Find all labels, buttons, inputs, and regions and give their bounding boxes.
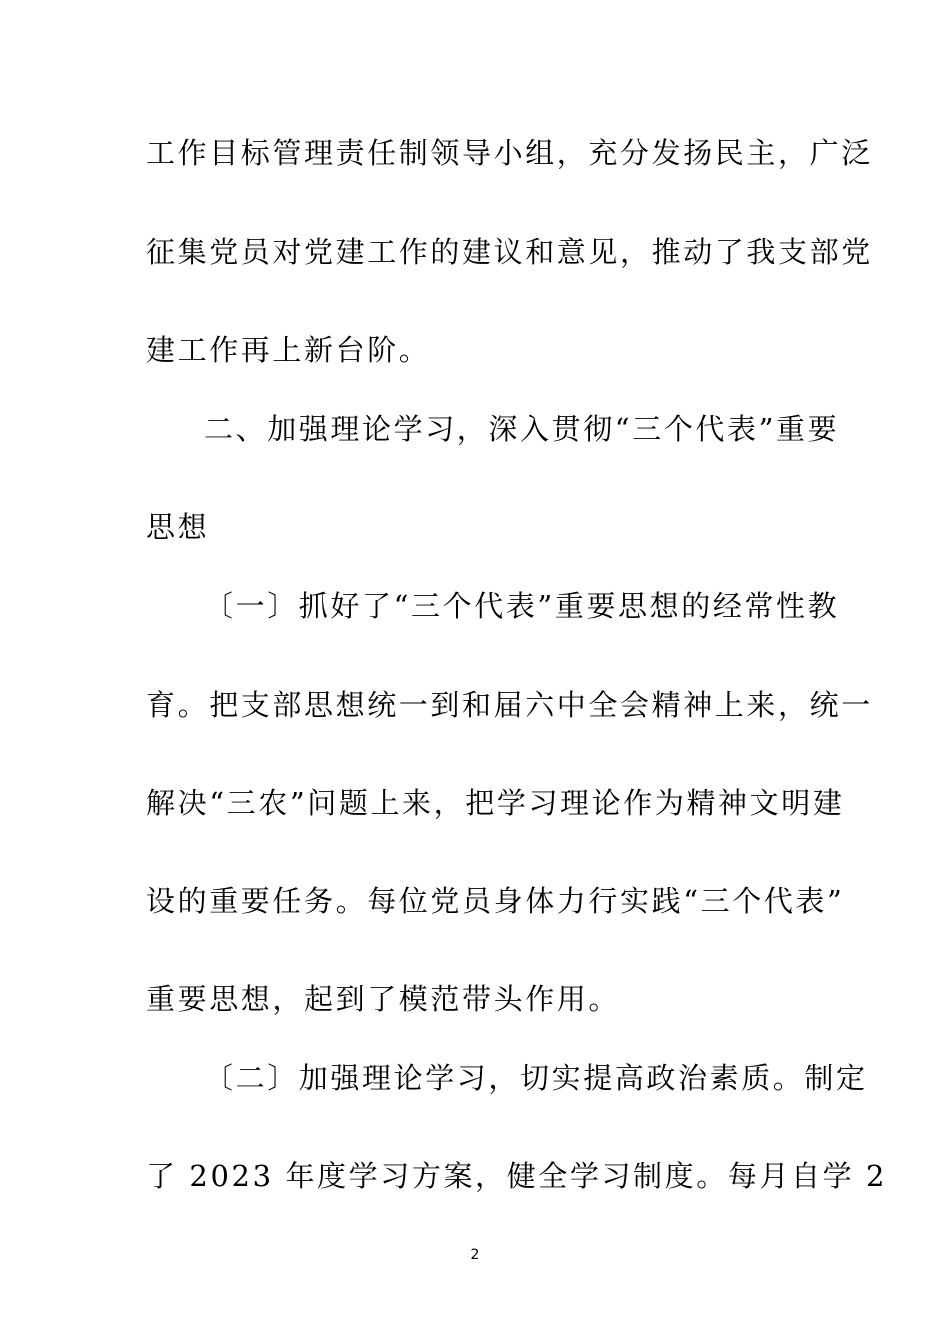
body-text-line: 了 2023 年度学习方案，健全学习制度。每月自学 2	[146, 1159, 888, 1193]
body-text-line: 解决“三农”问题上来，把学习理论作为精神文明建	[146, 786, 845, 820]
body-text-line: 征集党员对党建工作的建议和意见，推动了我支部党	[146, 235, 873, 269]
body-text-line: 育。把支部思想统一到和届六中全会精神上来，统一	[146, 688, 873, 722]
subsection-heading-line: 〔一〕抓好了“三个代表”重要思想的经常性教	[204, 589, 840, 623]
page-number: 2	[470, 1247, 480, 1263]
section-heading-line: 二、加强理论学习，深入贯彻“三个代表”重要	[204, 412, 840, 446]
body-text-line: 建工作再上新台阶。	[146, 333, 431, 367]
body-text-line: 工作目标管理责任制领导小组，充分发扬民主，广泛	[146, 136, 873, 170]
body-text-line: 重要思想，起到了模范带头作用。	[146, 982, 621, 1016]
body-text-line: 设的重要任务。每位党员身体力行实践“三个代表”	[146, 884, 845, 918]
subsection-heading-line: 〔二〕加强理论学习，切实提高政治素质。制定	[204, 1061, 868, 1095]
section-heading-line: 思想	[146, 510, 210, 544]
